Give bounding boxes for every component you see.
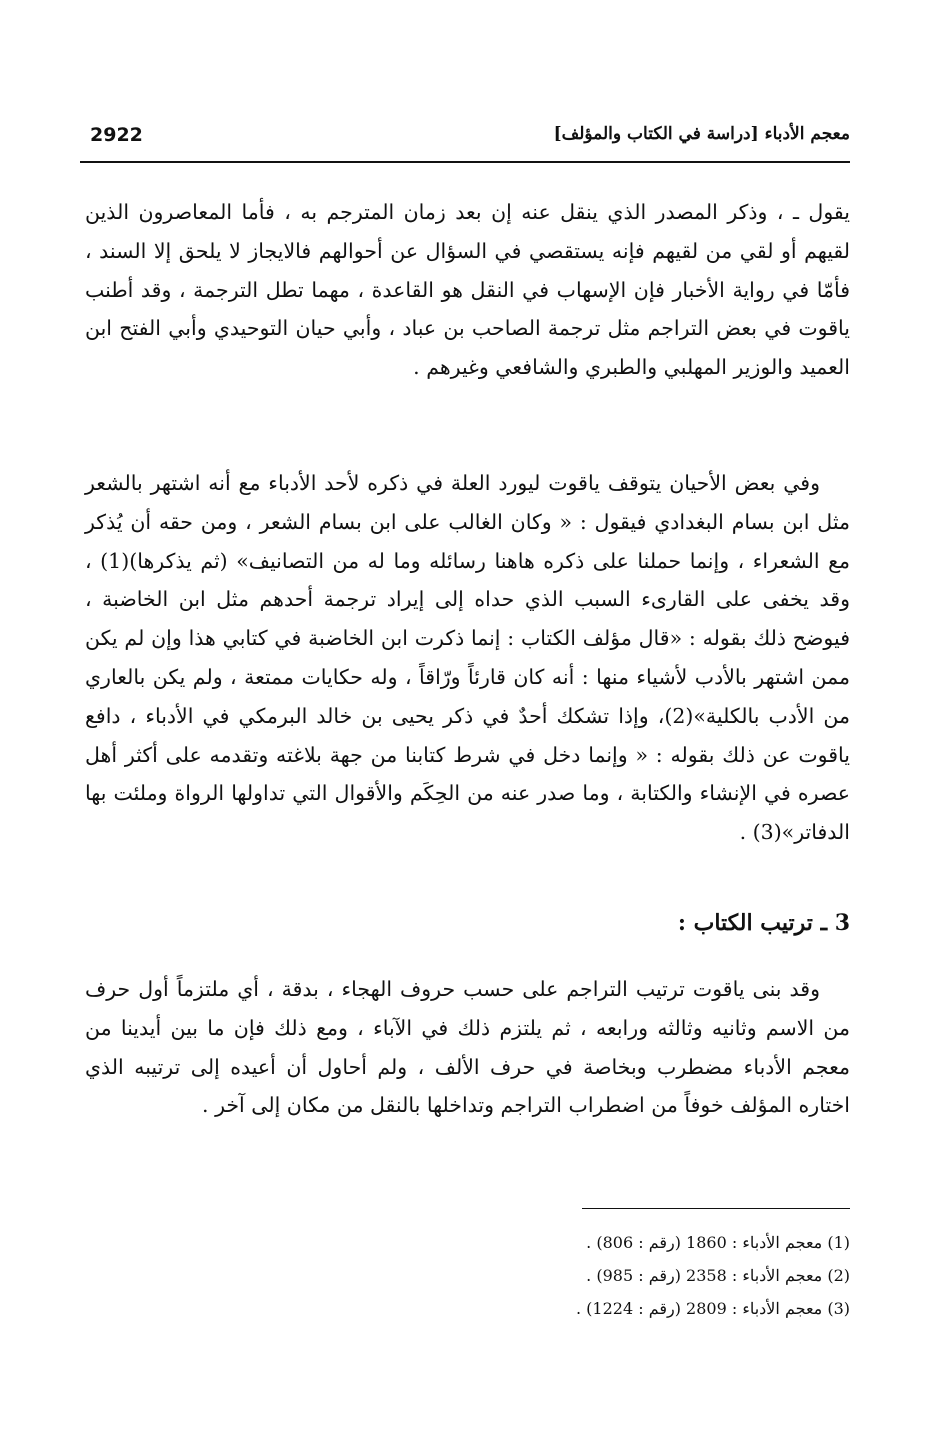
footnotes [350,1226,850,1325]
header-divider [80,161,850,163]
footnote-2: (2) معجم الأدباء : 2358 (رقم : 985) . [586,1266,850,1285]
page-number: 2922 [90,124,143,146]
footnote-3: (3) معجم الأدباء : 2809 (رقم : 1224) . [575,1299,850,1318]
body-paragraph-1: يقول ـ ، وذكر المصدر الذي ينقل عنه إن بعد زمان المترجم به ، فأما المعاصرون الذين لقيهم أو لقي من لقيهم فإنه يستقصي في السؤال عن أحوالهم فالايجاز لا يلحق إلا السند ، فأمّا في رواية الأخبار فإن الإسهاب في النقل هو القاعدة ، مهما تطل الترجمة ، وقد أطنب ياقوت في بعض التراجم مثل ترجمة الصاحب بن عباد ، وأبي حيان التوحيدي وأبي الفتح ابن العميد والوزير المهلبي والطبري والشافعي وغيرهم . [85,200,850,380]
section-paragraph: وقد بنى ياقوت ترتيب التراجم على حسب حروف الهجاء ، بدقة ، أي ملتزماً أول حرف من الاسم وثانيه وثالثه ورابعه ، ثم يلتزم ذلك في الآباء ، ومع ذلك فإن ما بين أيدينا من معجم الأدباء مضطرب وبخاصة في حرف الألف ، ولم أحاول أن أعيده إلى ترتيبه الذي اختاره المؤلف خوفاً من اضطراب التراجم وتداخلها بالنقل من مكان إلى آخر . [85,977,850,1118]
body-paragraph-2: وفي بعض الأحيان يتوقف ياقوت ليورد العلة في ذكره لأحد الأدباء مع أنه اشتهر بالشعر مثل ابن بسام البغدادي فيقول : « وكان الغالب على ابن بسام الشعر ، ومن حقه أن يُذكر مع الشعراء ، وإنما حملنا على ذكره هاهنا رسائله وما له من التصانيف» (ثم يذكرها)(1) ، وقد يخفى على القارىء السبب الذي حداه إلى إيراد ترجمة أحدهم مثل ابن الخاضبة ، فيوضح ذلك بقوله : «قال مؤلف الكتاب : إنما ذكرت ابن الخاضبة في كتابي هذا وإن لم يكن ممن اشتهر بالأدب لأشياء منها : أنه كان قارئاً ورّاقاً ، وله حكايات ممتعة ، ولم يكن بالعاري من الأدب بالكلية»(2)، وإذا تشكك أحدٌ في ذكر يحيى بن خالد البرمكي في الأدباء ، دافع ياقوت عن ذلك بقوله : « وإنما دخل في شرط كتابنا من جهة بلاغته وتقدمه على أكثر أهل عصره في الإنشاء والكتابة ، وما صدر عنه من الحِكَم والأقوال التي تداولها الرواة وملئت بها الدفاتر»(3) . [85,471,850,845]
footnote-divider [582,1208,850,1209]
section-heading: 3 ـ ترتيب الكتاب : [677,910,850,936]
footnote-1: (1) معجم الأدباء : 1860 (رقم : 806) . [586,1233,850,1252]
running-title: معجم الأدباء [دراسة في الكتاب والمؤلف] [553,124,850,144]
running-header [80,124,850,154]
